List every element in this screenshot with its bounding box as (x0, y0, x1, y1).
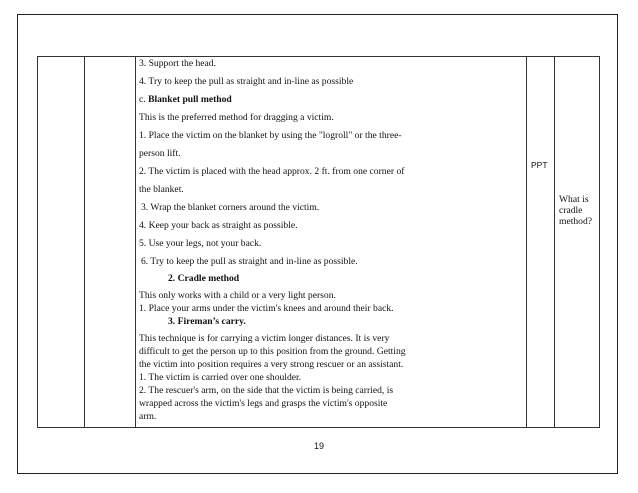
subheading-text: Blanket pull method (148, 94, 232, 105)
content-line: 1. Place the victim on the blanket by using the "logroll" or the three- (139, 130, 402, 141)
question-line: What is (559, 194, 589, 205)
content-line: This technique is for carrying a victim longer distances. It is very (139, 333, 390, 344)
content-line: 3. Support the head. (139, 58, 217, 69)
content-line: This is the preferred method for dragging a victim. (139, 112, 334, 123)
content-line: 2. The rescuer's arm, on the side that the victim is being carried, is (139, 385, 394, 396)
content-line: person lift. (139, 148, 181, 159)
content-line: the blanket. (139, 184, 184, 195)
content-line: 6. Try to keep the pull as straight and in-line as possible. (141, 256, 358, 267)
content-line: 1. The victim is carried over one shoulder. (139, 372, 302, 383)
question-line: cradle (559, 205, 583, 216)
content-line: This only works with a child or a very light person. (139, 290, 336, 301)
subheading-blanket-pull (139, 93, 527, 106)
content-line: the victim into position requires a very strong rescuer or an assistant. (139, 359, 404, 370)
subheading-cradle-method: 2. Cradle method (168, 273, 240, 284)
lesson-content (139, 57, 527, 423)
resource-label: PPT (531, 160, 548, 170)
content-line: 2. The victim is placed with the head approx. 2 ft. from one corner of (139, 166, 405, 177)
content-line: 4. Try to keep the pull as straight and in-line as possible (139, 76, 354, 87)
content-line: 1. Place your arms under the victim's knees and around their back. (139, 303, 394, 314)
page-number: 19 (313, 441, 324, 451)
column-divider-1 (84, 57, 85, 427)
column-divider-4 (554, 57, 555, 427)
content-line: 4. Keep your back as straight as possible. (139, 220, 298, 231)
content-line: 5. Use your legs, not your back. (139, 238, 262, 249)
lesson-table (37, 56, 600, 428)
subheading-prefix: c. (139, 94, 149, 105)
question-line: method? (559, 216, 593, 227)
content-line: difficult to get the person up to this position from the ground. Getting (139, 346, 406, 357)
assessment-question (559, 194, 599, 227)
column-divider-2 (135, 57, 136, 427)
content-line: arm. (139, 411, 157, 422)
content-line: wrapped across the victim's legs and grasps the victim's opposite (139, 398, 388, 409)
content-line: 3. Wrap the blanket corners around the victim. (141, 202, 320, 213)
subheading-firemans-carry: 3. Fireman’s carry. (168, 316, 246, 327)
